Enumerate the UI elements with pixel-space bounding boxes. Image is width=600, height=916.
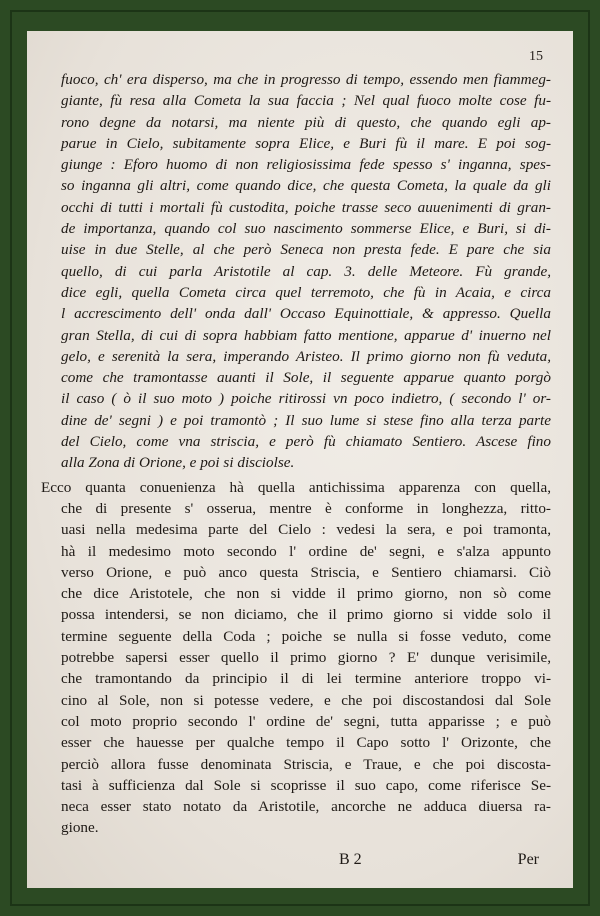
text-line: possa intendersi, se non diciamo, che il primo giorno si vidde solo il bbox=[61, 606, 551, 624]
text-line: de importanza, quando col suo nascimento sommerse Elice, e Buri, si di- bbox=[61, 220, 551, 238]
text-line: cino al Sole, non si potesse vedere, e che poi discostandosi dal Sole bbox=[61, 691, 551, 709]
text-line: giunge : Eforo huomo di non religiosissima fede spesso s' inganna, spes- bbox=[61, 156, 551, 174]
signature-mark: B 2 bbox=[339, 851, 362, 868]
text-line: uise in due Stelle, al che però Seneca non presta fede. E pare che sia bbox=[61, 241, 551, 259]
text-line: quello, di cui parla Aristotile al cap. 3. delle Meteore. Fù grande, bbox=[61, 262, 551, 280]
text-line: giante, fù resa alla Cometa la sua faccia ; Nel qual fuoco molte cose fu- bbox=[61, 92, 551, 110]
text-line: gelo, e serenità la sera, imperando Aristeo. Il primo giorno non fù veduta, bbox=[61, 347, 551, 365]
text-line: del Cielo, come vna striscia, e però fù chiamato Sentiero. Ascese fino bbox=[61, 433, 551, 451]
text-line: rono degne da notarsi, ma niente più di questo, che quando egli ap- bbox=[61, 113, 551, 131]
page-number: 15 bbox=[529, 49, 543, 64]
text-line: so inganna gli altri, come quando dice, che questa Cometa, la quale da gli bbox=[61, 177, 551, 195]
text-line: hà il medesimo moto secondo l' ordine de' segni, e s'alza appunto bbox=[61, 542, 551, 560]
text-line: perciò allora fusse denominata Striscia, e Traue, e che poi discosta- bbox=[61, 755, 551, 773]
text-line: fuoco, ch' era disperso, ma che in progresso di tempo, essendo men fiammeg- bbox=[61, 71, 551, 88]
page-text bbox=[41, 69, 551, 839]
book-page bbox=[27, 31, 573, 888]
text-line: gione. bbox=[61, 819, 99, 837]
catchword: Per bbox=[517, 851, 539, 868]
text-line: occhi di tutti i mortali fù custodita, poiche trasse seco auuenimenti di gran- bbox=[61, 198, 551, 216]
text-line: tasi à sufficienza dal Sole si scoprisse il suo capo, come riferisce Se- bbox=[61, 776, 551, 794]
text-line: il caso ( ò il suo moto ) poiche ritirossi vn poco indietro, ( secondo l' or- bbox=[61, 390, 551, 408]
text-line: come che tramontasse auanti il Sole, il seguente apparue quanto porgò bbox=[61, 369, 551, 387]
text-line: l accrescimento dell' onda dall' Occaso Equinottiale, & appresso. Quella bbox=[61, 305, 551, 323]
text-line: esser che hauesse per qualche tempo il Capo sotto l' Orizonte, che bbox=[61, 734, 551, 752]
main-paragraph bbox=[41, 477, 551, 839]
text-line: che dice Aristotele, che non si vidde il primo giorno, non sò come bbox=[61, 585, 551, 603]
italic-quotation-block bbox=[61, 69, 551, 474]
text-line: potrebbe sapersi esser quello il primo giorno ? E' dunque verisimile, bbox=[61, 649, 551, 667]
text-line: che tramontando da principio il di lei termine anteriore troppo vi- bbox=[61, 670, 551, 688]
text-line: neca esser stato notato da Aristotile, ancorche ne adduca diuersa ra- bbox=[61, 798, 551, 816]
text-line: gran Stella, di cui di sopra habbiam fatto mentione, apparue d' inuerno nel bbox=[61, 326, 551, 344]
text-line: Ecco quanta conuenienza hà quella antichissima apparenza con quella, bbox=[41, 478, 551, 496]
text-line: col moto proprio secondo l' ordine de' segni, tutta apparisse ; e può bbox=[61, 712, 551, 730]
page-footer bbox=[27, 851, 573, 875]
text-line: alla Zona di Orione, e poi si disciolse. bbox=[61, 454, 295, 472]
text-line: termine seguente della Coda ; poiche se nulla si fosse veduto, come bbox=[61, 627, 551, 645]
text-line: uasi nella medesima parte del Cielo : vedesi la sera, e poi tramonta, bbox=[61, 521, 551, 539]
text-line: dine de' segni ) e poi tramontò ; Il suo lume si stese fino alla terza parte bbox=[61, 411, 551, 429]
text-line: che di presente s' osserua, mentre è conforme in longhezza, ritto- bbox=[61, 499, 551, 517]
text-line: verso Orione, e può anco questa Striscia, e Sentiero chiamarsi. Ciò bbox=[61, 563, 551, 581]
text-line: parue in Cielo, subitamente sopra Elice, e Buri fù il mare. E poi sog- bbox=[61, 134, 551, 152]
text-line: dice egli, quella Cometa circa quel terremoto, che fù in Acaia, e circa bbox=[61, 283, 551, 301]
